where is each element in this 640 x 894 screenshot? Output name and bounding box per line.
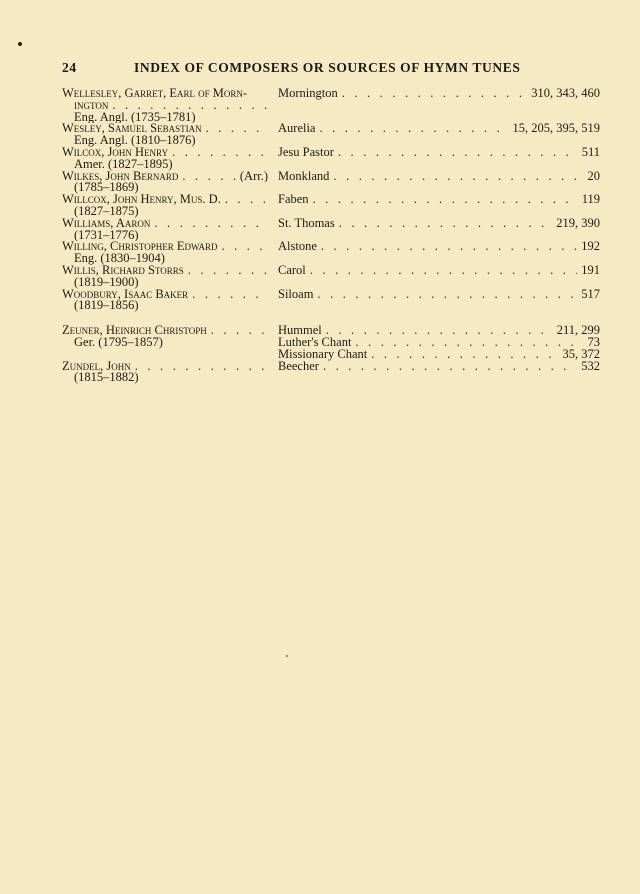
index-entry: [62, 361, 600, 385]
tune-row: [278, 361, 600, 373]
tune-name: Beecher: [278, 360, 319, 373]
tune-name: Mornington: [278, 88, 338, 100]
index-entry: [62, 147, 600, 171]
tune-name: Monkland: [278, 170, 330, 183]
composer-cell: [62, 147, 268, 171]
composer-cell: [62, 123, 268, 147]
composer-line: [62, 325, 268, 337]
tune-name: Alstone: [278, 241, 317, 254]
dot-leader: [335, 218, 553, 230]
dot-leader: [306, 265, 577, 277]
composer-line: [62, 289, 268, 301]
page-refs: 517: [581, 288, 600, 301]
dot-leader: [108, 100, 268, 112]
index-entry: [62, 88, 600, 123]
composer-detail: (1819–1856): [74, 300, 139, 313]
composer-name: Zundel, John: [62, 360, 131, 373]
page-refs: 191: [581, 264, 600, 277]
tune-name: Jesu Pastor: [278, 146, 334, 159]
composer-note: (Arr.): [239, 170, 268, 183]
composer-name: Willcox, John Henry, Mus. D.: [62, 194, 221, 206]
composer-detail: (1819–1900): [74, 276, 139, 289]
dot-leader: [207, 325, 268, 337]
composer-line: [62, 88, 268, 100]
page-refs: 73: [587, 336, 600, 349]
running-head: [62, 60, 540, 80]
page-number: 24: [62, 60, 77, 75]
dot-leader: [317, 241, 577, 253]
composer-line: [62, 265, 268, 277]
composer-name: Wellesley, Garret, Earl of Morn-: [62, 88, 247, 100]
tune-row: [278, 123, 600, 135]
index-entry: [62, 265, 600, 289]
page-refs: 20: [587, 170, 600, 183]
page-refs: 532: [581, 360, 600, 373]
composer-detail: (1815–1882): [74, 372, 139, 385]
composer-line: [62, 361, 268, 373]
index-entry: [62, 171, 600, 195]
dot-leader: [351, 337, 583, 349]
composer-cell: [62, 361, 268, 385]
composer-cell: [62, 325, 268, 349]
composer-detail: (1785–1869): [74, 182, 139, 195]
dot-leader: [188, 289, 268, 301]
tunes-cell: [278, 241, 600, 253]
dot-leader: [184, 265, 268, 277]
dot-leader: [334, 147, 578, 159]
composer-cell: [62, 194, 268, 218]
composer-detail: Eng. Angl. (1810–1876): [74, 135, 196, 147]
page-refs: 15, 205, 395, 519: [512, 123, 600, 136]
composer-name: Willing, Christopher Edward: [62, 241, 218, 254]
tunes-cell: [278, 361, 600, 373]
composer-detail: Amer. (1827–1895): [74, 158, 173, 171]
composer-detail: Eng. (1830–1904): [74, 253, 165, 265]
index-entry: [62, 123, 600, 147]
composer-detail: (1731–1776): [74, 229, 139, 242]
dot-leader: [150, 218, 268, 230]
dot-leader: [131, 361, 268, 373]
page-title: INDEX OF COMPOSERS OR SOURCES OF HYMN TUNES: [134, 60, 521, 75]
index-entry: [62, 218, 600, 242]
dot-leader: [315, 123, 508, 135]
dot-leader: [168, 147, 268, 159]
index-entry: [62, 194, 600, 218]
dot-leader: [178, 171, 237, 183]
composer-name: Wilkes, John Bernard: [62, 170, 179, 183]
dot-leader: [221, 194, 268, 206]
tunes-cell: [278, 218, 600, 230]
composer-detail: Eng. Angl. (1735–1781): [74, 111, 196, 124]
composer-cell: [62, 289, 268, 313]
dot-leader: [309, 194, 578, 206]
composer-name: Wilcox, John Henry: [62, 146, 169, 159]
dot-leader: [329, 171, 583, 183]
tunes-cell: [278, 194, 600, 206]
margin-dot: [18, 42, 22, 46]
page-refs: 192: [581, 241, 600, 254]
tune-row: [278, 88, 600, 100]
tunes-cell: [278, 265, 600, 277]
tune-row: [278, 265, 600, 277]
dot-leader: [319, 361, 577, 373]
tunes-cell: [278, 289, 600, 301]
composer-name: Woodbury, Isaac Baker: [62, 288, 189, 301]
composer-name: Willis, Richard Storrs: [62, 264, 184, 277]
composer-line: [62, 241, 268, 253]
index-entry: [62, 289, 600, 313]
composer-line: [62, 194, 268, 206]
page-refs: 211, 299: [556, 325, 600, 337]
composer-name: ington: [74, 99, 109, 112]
composer-name: Wesley, Samuel Sebastian: [62, 123, 202, 136]
composer-detail: (1827–1875): [74, 205, 139, 218]
composer-line: [62, 147, 268, 159]
margin-dot: [286, 655, 288, 657]
index-entry: [62, 325, 600, 360]
composer-cell: [62, 241, 268, 265]
tune-name: Missionary Chant: [278, 348, 368, 361]
tune-name: Carol: [278, 264, 306, 277]
tune-row: [278, 325, 600, 337]
composer-cell: [62, 265, 268, 289]
dot-leader: [367, 349, 558, 361]
dot-leader: [202, 123, 268, 135]
composer-line: [62, 100, 268, 112]
tune-row: [278, 171, 600, 183]
tunes-cell: [278, 88, 600, 100]
page-refs: 310, 343, 460: [531, 88, 600, 100]
tune-name: Hummel: [278, 325, 322, 337]
tunes-cell: [278, 123, 600, 135]
dot-leader: [313, 289, 577, 301]
tune-row: [278, 241, 600, 253]
dot-leader: [338, 88, 528, 100]
tune-row: [278, 349, 600, 361]
tune-name: Luther's Chant: [278, 336, 352, 349]
page-refs: 35, 372: [562, 348, 600, 361]
composer-name: Williams, Aaron: [62, 217, 151, 230]
tunes-cell: [278, 325, 600, 360]
tune-name: St. Thomas: [278, 217, 335, 230]
tune-row: [278, 337, 600, 349]
composer-index: [62, 88, 600, 384]
dot-leader: [322, 325, 553, 337]
tune-name: Siloam: [278, 288, 314, 301]
composer-line: [62, 171, 268, 183]
composer-detail: Ger. (1795–1857): [74, 336, 163, 349]
composer-cell: [62, 171, 268, 195]
composer-name: Zeuner, Heinrich Christoph: [62, 325, 207, 337]
dot-leader: [217, 241, 268, 253]
tunes-cell: [278, 171, 600, 183]
tune-name: Aurelia: [278, 123, 316, 136]
page-refs: 511: [581, 146, 600, 159]
tune-row: [278, 147, 600, 159]
page-refs: 219, 390: [556, 217, 600, 230]
tune-row: [278, 218, 600, 230]
tune-row: [278, 289, 600, 301]
composer-cell: [62, 218, 268, 242]
tunes-cell: [278, 147, 600, 159]
composer-line: [62, 218, 268, 230]
composer-line: [62, 123, 268, 135]
tune-row: [278, 194, 600, 206]
composer-cell: [62, 88, 268, 123]
page-refs: 119: [581, 194, 600, 206]
tune-name: Faben: [278, 194, 309, 206]
index-entry: [62, 241, 600, 265]
